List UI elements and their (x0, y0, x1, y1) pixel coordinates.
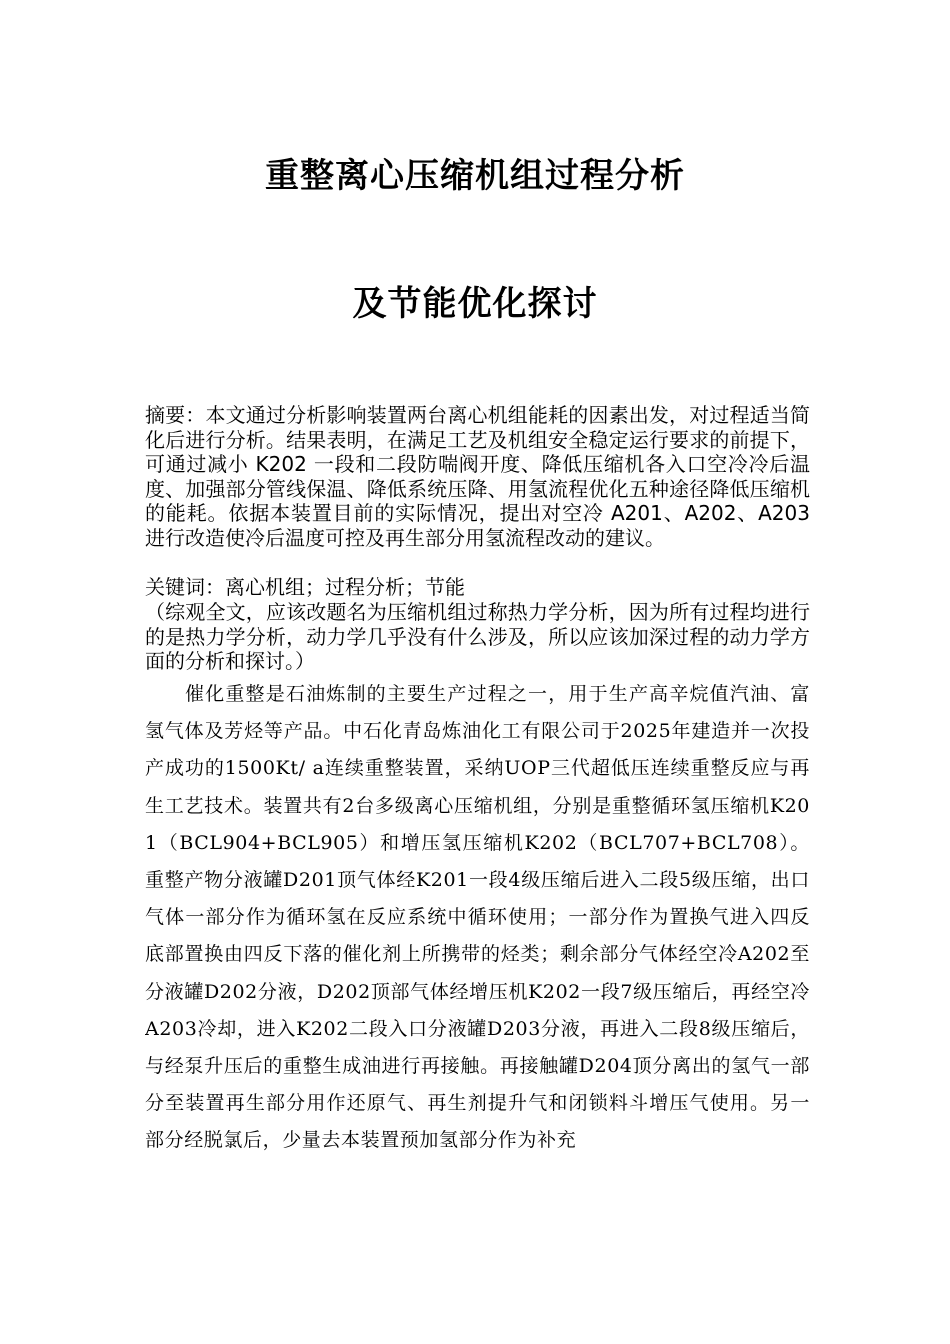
keywords-line: 关键词：离心机组；过程分析；节能 (145, 575, 465, 599)
document-title-line-1: 重整离心压缩机组过程分析 (265, 156, 685, 196)
editor-note-paragraph: （综观全文，应该改题名为压缩机组过称热力学分析，因为所有过程均进行的是热力学分析，动力学几乎没有什么涉及，所以应该加深过程的动力学方面的分析和探讨。） (145, 600, 810, 674)
document-title-line-2: 及节能优化探讨 (352, 284, 598, 324)
abstract-paragraph: 摘要：本文通过分析影响装置两台离心机组能耗的因素出发，对过程适当简化后进行分析。结果表明，在满足工艺及机组安全稳定运行要求的前提下，可通过减小 K202 一段和二段防喘阀开度、降低压缩机各入口空冷冷后温度、加强部分管线保温、降低系统压降、用氢流程优化五种途径降低压缩机的能耗。依据本装置目前的实际情况，提出对空冷 A201、A202、A203 进行改造使冷后温度可控及再生部分用氢流程改动的建议。 (145, 403, 810, 550)
body-paragraph: 催化重整是石油炼制的主要生产过程之一，用于生产高辛烷值汽油、富氢气体及芳烃等产品。中石化青岛炼油化工有限公司于2025年建造并一次投产成功的1500Kt/ a连续重整装置，采纳UOP三代超低压连续重整反应与再生工艺技术。装置共有2台多级离心压缩机组，分别是重整循环氢压缩机K201（BCL904+BCL905）和增压氢压缩机K202（BCL707+BCL708）。重整产物分液罐D201顶气体经K201一段4级压缩后进入二段5级压缩，出口气体一部分作为循环氢在反应系统中循环使用；一部分作为置换气进入四反底部置换由四反下落的催化剂上所携带的烃类；剩余部分气体经空冷A202至分液罐D202分液，D202顶部气体经增压机K202一段7级压缩后，再经空冷A203冷却，进入K202二段入口分液罐D203分液，再进入二段8级压缩后，与经泵升压后的重整生成油进行再接触。再接触罐D204顶分离出的氢气一部分至装置再生部分用作还原气、再生剂提升气和闭锁料斗增压气使用。另一部分经脱氯后，少量去本装置预加氢部分作为补充 (145, 683, 810, 1152)
